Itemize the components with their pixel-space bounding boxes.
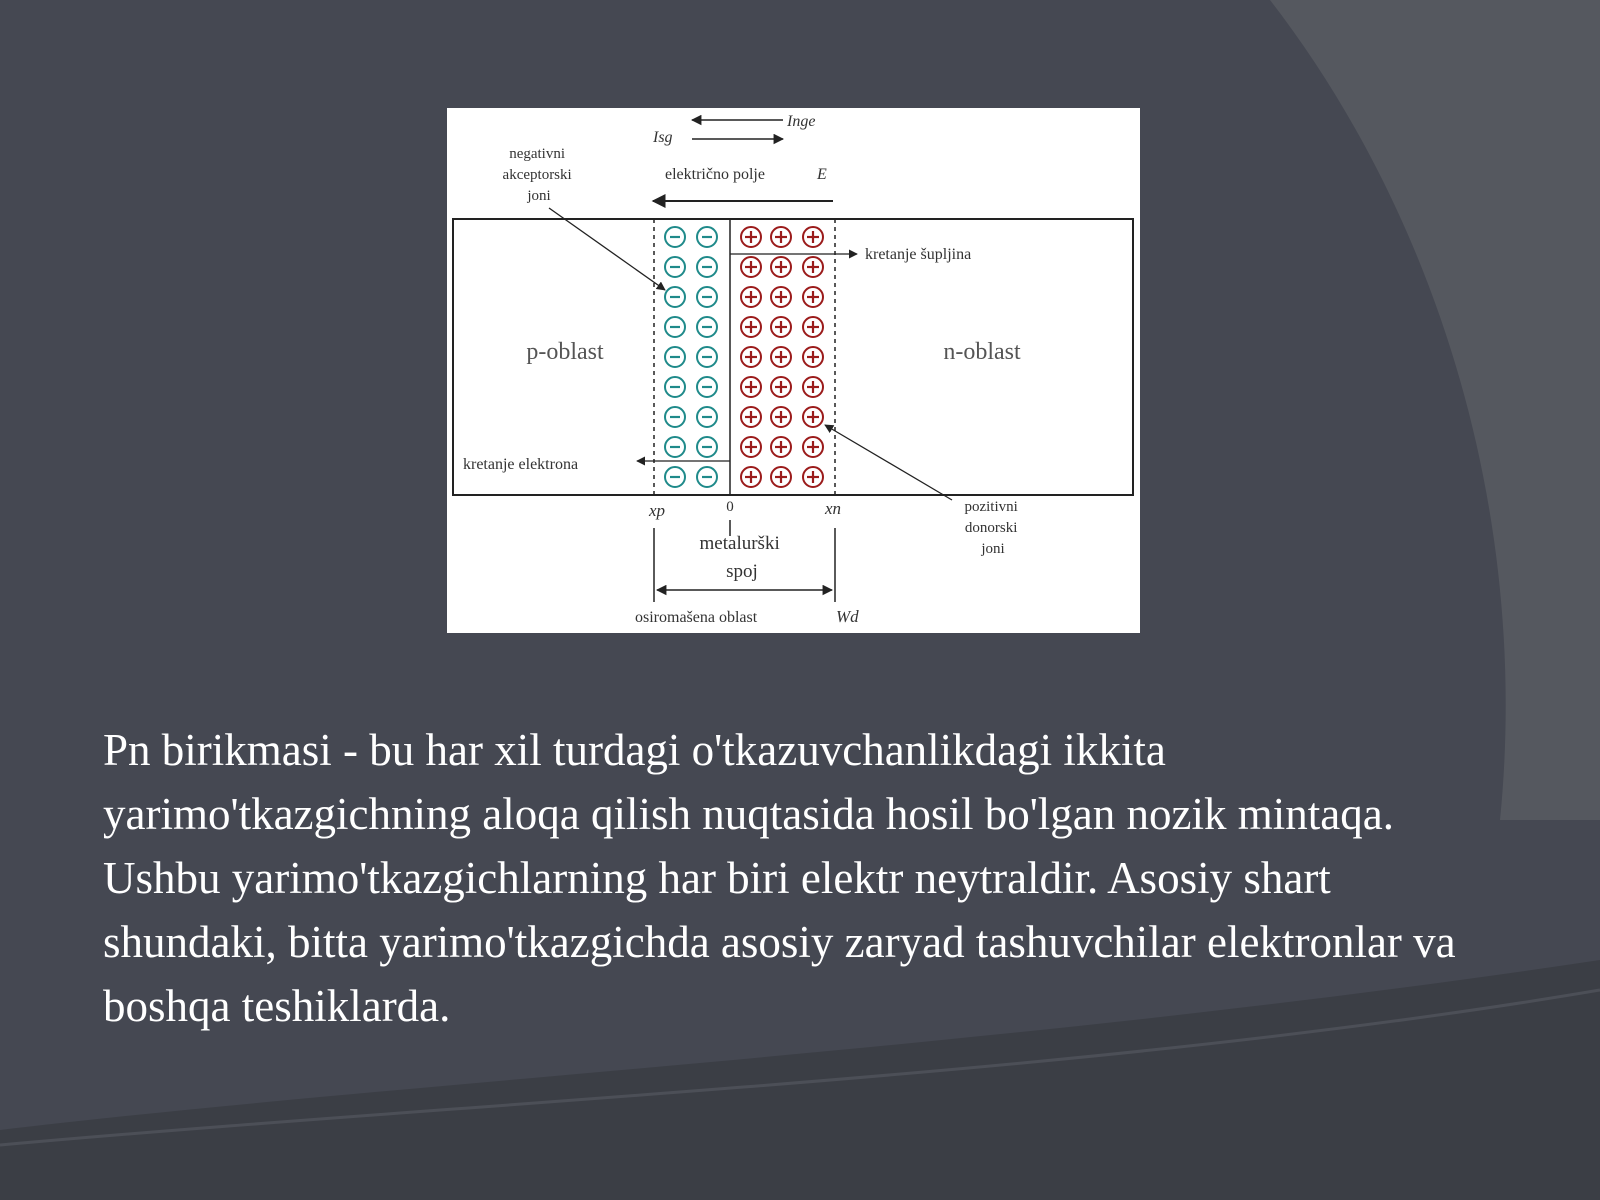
xp-label: xp <box>649 501 666 520</box>
negative-ion <box>665 437 685 457</box>
negative-ions-pointer <box>549 208 665 290</box>
positive-ion <box>741 407 761 427</box>
p-region-label: p-oblast <box>526 339 604 365</box>
positive-ion <box>803 437 823 457</box>
positive-ion <box>803 227 823 247</box>
negative-ion <box>665 407 685 427</box>
negative-ion <box>665 257 685 277</box>
hole-movement-label: kretanje šupljina <box>865 246 972 263</box>
positive-ion <box>803 377 823 397</box>
positive-ion <box>803 287 823 307</box>
positive-ion <box>741 317 761 337</box>
positive-ion <box>771 467 791 487</box>
positive-ion <box>771 437 791 457</box>
negative-ion <box>665 467 685 487</box>
positive-ion <box>803 467 823 487</box>
negative-ions-label: negativni akceptorski joni <box>502 146 572 204</box>
negative-ion <box>665 317 685 337</box>
xn-label: xn <box>825 499 842 518</box>
wd-label: Wd <box>836 607 859 626</box>
metallurgical-junction-label: metalurški spoj <box>699 533 780 582</box>
positive-ion <box>803 407 823 427</box>
positive-ion <box>771 347 791 367</box>
positive-ion <box>741 467 761 487</box>
ion-grid <box>665 227 823 487</box>
positive-ion <box>771 317 791 337</box>
negative-ion <box>697 317 717 337</box>
negative-ion <box>697 347 717 367</box>
negative-ion <box>697 407 717 427</box>
negative-ion <box>665 287 685 307</box>
negative-ion <box>697 287 717 307</box>
positive-ion <box>771 377 791 397</box>
field-symbol: E <box>817 166 827 183</box>
negative-ion <box>665 227 685 247</box>
positive-ion <box>771 227 791 247</box>
depletion-region-label: osiromašena oblast <box>635 609 758 626</box>
positive-ion <box>803 347 823 367</box>
n-region-label: n-oblast <box>943 339 1021 365</box>
positive-ion <box>771 407 791 427</box>
inge-label: Inge <box>787 113 816 130</box>
electron-movement-label: kretanje elektrona <box>463 456 579 473</box>
isg-label: Isg <box>653 129 673 146</box>
negative-ion <box>697 227 717 247</box>
positive-ion <box>803 317 823 337</box>
positive-ion <box>771 257 791 277</box>
negative-ion <box>697 377 717 397</box>
zero-label: 0 <box>726 499 734 515</box>
positive-ion <box>741 287 761 307</box>
positive-ion <box>741 437 761 457</box>
negative-ion <box>665 347 685 367</box>
negative-ion <box>665 377 685 397</box>
body-paragraph: Pn birikmasi - bu har xil turdagi o'tkazuvchanlikdagi ikkita yarimo'tkazgichning aloqa qilish nuqtasida hosil bo'lgan nozik mintaqa. Ushbu yarimo'tkazgichlarning har biri elektr neytraldir. Asosiy shart shundaki, bitta yarimo'tkazgichda asosiy zaryad tashuvchilar elektronlar va boshqa teshiklarda. <box>103 725 1456 1031</box>
negative-ion <box>697 437 717 457</box>
positive-ions-pointer <box>825 425 952 500</box>
negative-ion <box>697 257 717 277</box>
positive-ions-label: pozitivni donorski joni <box>964 499 1018 557</box>
pn-junction-diagram <box>447 108 1140 633</box>
positive-ion <box>741 227 761 247</box>
positive-ion <box>771 287 791 307</box>
electric-field-label: električno polje <box>665 166 765 183</box>
negative-ion <box>697 467 717 487</box>
positive-ion <box>803 257 823 277</box>
positive-ion <box>741 347 761 367</box>
positive-ion <box>741 257 761 277</box>
positive-ion <box>741 377 761 397</box>
